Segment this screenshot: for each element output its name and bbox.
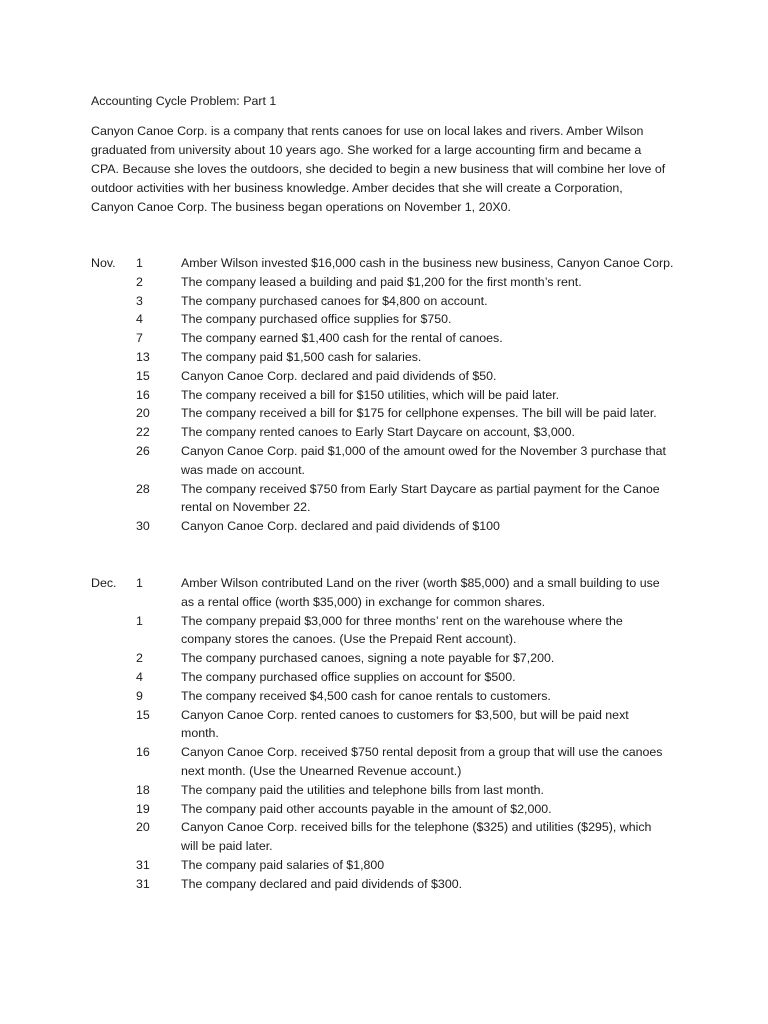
transaction-day: 2 <box>136 274 143 289</box>
transaction-text <box>181 687 751 706</box>
transaction-line: The company received $750 from Early Start Daycare as partial payment for the Canoe <box>181 481 660 496</box>
transaction-text <box>181 254 751 273</box>
transaction-text <box>181 423 751 442</box>
transaction-row <box>91 273 751 292</box>
transaction-day: 26 <box>136 443 150 458</box>
transaction-row <box>91 743 751 781</box>
transaction-text <box>181 668 751 687</box>
transaction-day: 1 <box>136 256 143 270</box>
transaction-day: 1 <box>136 613 143 628</box>
transaction-row <box>91 706 751 744</box>
transaction-text <box>181 292 751 311</box>
transaction-text <box>181 743 751 781</box>
transaction-day: 9 <box>136 688 143 703</box>
transaction-day: 2 <box>136 651 143 666</box>
intro-line: CPA. Because she loves the outdoors, she decided to begin a new business that will combine her love of <box>91 162 666 176</box>
transaction-row <box>91 442 751 480</box>
transaction-day: 16 <box>136 387 150 402</box>
transaction-row <box>91 329 751 348</box>
transaction-text <box>181 517 751 536</box>
transaction-row <box>91 292 751 311</box>
transaction-row <box>91 367 751 386</box>
transaction-text <box>181 480 751 518</box>
intro-line: Canyon Canoe Corp. The business began operations on November 1, 20X0. <box>91 200 511 214</box>
transaction-day: 7 <box>136 331 143 346</box>
transaction-day: 31 <box>136 857 150 872</box>
transaction-line: The company earned $1,400 cash for the rental of canoes. <box>181 331 503 346</box>
transaction-day: 19 <box>136 801 150 816</box>
transaction-row <box>91 800 751 819</box>
transaction-line: company stores the canoes. (Use the Prepaid Rent account). <box>181 632 517 647</box>
transaction-day: 18 <box>136 782 150 797</box>
transaction-row <box>91 574 751 612</box>
transaction-row <box>91 668 751 687</box>
transaction-row <box>91 517 751 536</box>
transaction-line: The company purchased canoes, signing a note payable for $7,200. <box>181 651 555 666</box>
transaction-day: 1 <box>136 575 143 590</box>
transaction-day: 3 <box>136 293 143 308</box>
transaction-day: 13 <box>136 349 150 364</box>
transaction-line: will be paid later. <box>181 839 273 854</box>
transaction-day: 28 <box>136 481 150 496</box>
transaction-line: Canyon Canoe Corp. received bills for the telephone ($325) and utilities ($295), which <box>181 820 652 835</box>
transaction-line: The company received a bill for $150 utilities, which will be paid later. <box>181 387 560 402</box>
transaction-line: The company purchased office supplies on account for $500. <box>181 669 516 684</box>
december-transactions <box>91 574 751 894</box>
transaction-line: The company leased a building and paid $1,200 for the first month’s rent. <box>181 274 582 289</box>
transaction-line: Canyon Canoe Corp. rented canoes to customers for $3,500, but will be paid next <box>181 707 629 722</box>
transaction-day: 31 <box>136 876 150 891</box>
transaction-row <box>91 856 751 875</box>
transaction-text <box>181 706 751 744</box>
transaction-day: 15 <box>136 707 150 722</box>
transaction-row <box>91 423 751 442</box>
transaction-row <box>91 612 751 650</box>
transaction-day: 20 <box>136 820 150 835</box>
transaction-row <box>91 404 751 423</box>
transaction-line: Canyon Canoe Corp. paid $1,000 of the amount owed for the November 3 purchase that <box>181 443 666 458</box>
transaction-text <box>181 367 751 386</box>
transaction-line: The company prepaid $3,000 for three months’ rent on the warehouse where the <box>181 613 623 628</box>
transaction-text <box>181 442 751 480</box>
transaction-text <box>181 273 751 292</box>
transaction-line: The company received a bill for $175 for cellphone expenses. The bill will be paid later. <box>181 406 657 421</box>
month-label: Dec. <box>91 575 117 590</box>
transaction-line: The company purchased canoes for $4,800 on account. <box>181 293 488 308</box>
transaction-text <box>181 649 751 668</box>
transaction-day: 22 <box>136 425 150 440</box>
transaction-row <box>91 386 751 405</box>
transaction-line: The company purchased office supplies for $750. <box>181 312 452 327</box>
transaction-line: Amber Wilson contributed Land on the river (worth $85,000) and a small building to use <box>181 575 660 590</box>
transaction-text <box>181 856 751 875</box>
transaction-row <box>91 480 751 518</box>
document-title: Accounting Cycle Problem: Part 1 <box>91 94 277 108</box>
intro-paragraph <box>91 122 751 217</box>
transaction-line: rental on November 22. <box>181 500 311 515</box>
transaction-text <box>181 781 751 800</box>
transaction-day: 15 <box>136 368 150 383</box>
transaction-day: 16 <box>136 745 150 760</box>
transaction-text <box>181 386 751 405</box>
intro-line: outdoor activities with her business knowledge. Amber decides that she will create a Corporation, <box>91 181 623 195</box>
transaction-line: The company rented canoes to Early Start Daycare on account, $3,000. <box>181 425 575 440</box>
transaction-line: Amber Wilson invested $16,000 cash in the business new business, Canyon Canoe Corp. <box>181 256 674 270</box>
transaction-text <box>181 574 751 612</box>
transaction-row <box>91 875 751 894</box>
transaction-row <box>91 649 751 668</box>
transaction-row <box>91 310 751 329</box>
transaction-text <box>181 348 751 367</box>
transaction-line: Canyon Canoe Corp. declared and paid dividends of $50. <box>181 368 497 383</box>
transaction-line: The company paid salaries of $1,800 <box>181 857 385 872</box>
transaction-day: 4 <box>136 669 143 684</box>
transaction-line: next month. (Use the Unearned Revenue account.) <box>181 763 462 778</box>
transaction-line: The company declared and paid dividends of $300. <box>181 876 463 891</box>
transaction-text <box>181 612 751 650</box>
transaction-row <box>91 687 751 706</box>
transaction-row <box>91 818 751 856</box>
transaction-line: The company received $4,500 cash for canoe rentals to customers. <box>181 688 551 703</box>
transaction-line: The company paid $1,500 cash for salaries. <box>181 349 422 364</box>
document-page <box>91 92 751 894</box>
transaction-text <box>181 404 751 423</box>
transaction-row <box>91 781 751 800</box>
intro-line: graduated from university about 10 years ago. She worked for a large accounting firm and became a <box>91 143 642 157</box>
transaction-line: Canyon Canoe Corp. received $750 rental deposit from a group that will use the canoes <box>181 745 663 760</box>
transaction-line: The company paid the utilities and telephone bills from last month. <box>181 782 544 797</box>
transaction-text <box>181 818 751 856</box>
transaction-day: 20 <box>136 406 150 421</box>
intro-line: Canyon Canoe Corp. is a company that rents canoes for use on local lakes and rivers. Amber Wilson <box>91 124 644 138</box>
transaction-text <box>181 329 751 348</box>
transaction-text <box>181 800 751 819</box>
transaction-text <box>181 875 751 894</box>
transaction-text <box>181 310 751 329</box>
month-label: Nov. <box>91 256 116 270</box>
transaction-line: Canyon Canoe Corp. declared and paid dividends of $100 <box>181 519 500 534</box>
november-transactions <box>91 254 751 536</box>
transaction-line: The company paid other accounts payable in the amount of $2,000. <box>181 801 552 816</box>
transaction-row <box>91 254 751 273</box>
transaction-row <box>91 348 751 367</box>
transaction-day: 30 <box>136 519 150 534</box>
transaction-line: as a rental office (worth $35,000) in exchange for common shares. <box>181 594 546 609</box>
transaction-line: was made on account. <box>181 462 305 477</box>
transaction-day: 4 <box>136 312 143 327</box>
transaction-line: month. <box>181 726 219 741</box>
